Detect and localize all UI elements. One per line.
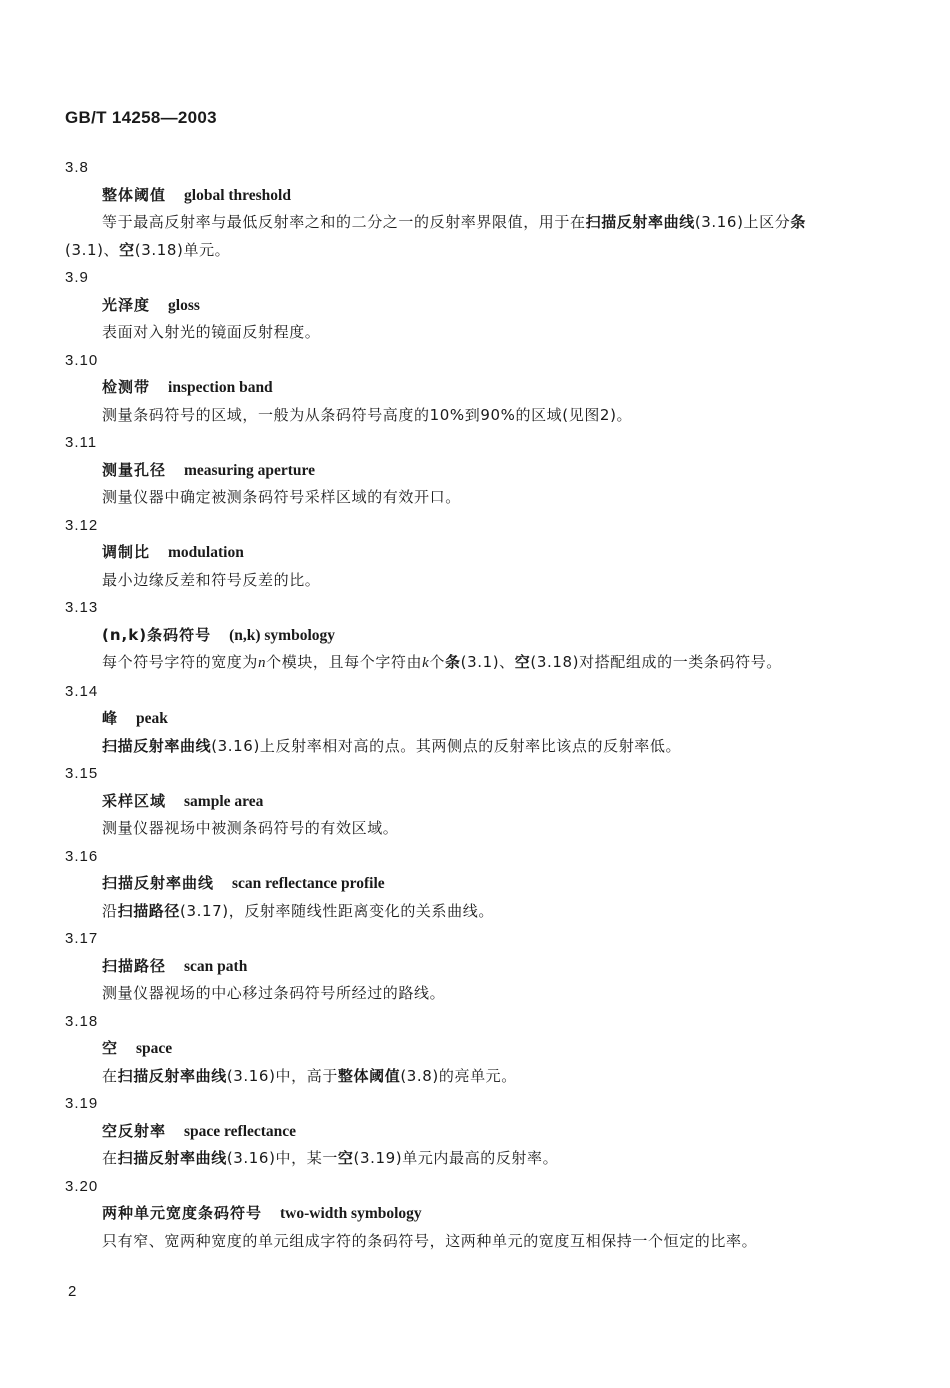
definition-text: 个模块，且每个字符由 — [266, 653, 423, 671]
definition-text: (3.16)中，高于 — [226, 1066, 338, 1085]
term-english: peak — [136, 710, 168, 727]
term-definition — [65, 815, 853, 843]
definition-text: 每个符号字符的宽度为 — [102, 653, 259, 671]
clause-number: 3.20 — [65, 1177, 99, 1195]
page-number: 2 — [68, 1283, 77, 1300]
term-entry — [0, 1008, 950, 1091]
term-heading — [102, 1035, 950, 1063]
term-heading — [102, 1118, 950, 1146]
term-definition — [65, 898, 853, 926]
term-definition — [65, 733, 853, 761]
term-heading — [102, 292, 950, 320]
definition-text: 只有窄、宽两种宽度的单元组成字符的条码符号，这两种单元的宽度互相保持一个恒定的比率。 — [102, 1231, 758, 1250]
definition-text: 测量仪器视场中被测条码符号的有效区域。 — [102, 819, 399, 837]
term-english: space reflectance — [184, 1122, 297, 1140]
term-definition — [65, 980, 853, 1008]
definition-text: 沿 — [102, 901, 118, 920]
term-english: scan path — [184, 957, 248, 975]
term-chinese: 扫描反射率曲线 — [102, 874, 215, 892]
term-english: gloss — [168, 296, 200, 314]
term-chinese: (n,k)条码符号 — [102, 625, 212, 644]
term-chinese: 测量孔径 — [102, 460, 167, 479]
term-chinese: 两种单元宽度条码符号 — [102, 1204, 263, 1222]
cross-reference-term: 扫描反射率曲线 — [102, 736, 212, 755]
term-definition — [65, 209, 853, 264]
term-entry — [0, 347, 950, 430]
clause-number: 3.10 — [65, 351, 99, 369]
definition-text: 在 — [102, 1066, 118, 1085]
cross-reference-term: 整体阈值 — [337, 1066, 401, 1085]
clause-number: 3.17 — [65, 930, 99, 947]
definition-text: 等于最高反射率与最低反射率之和的二分之一的反射率界限值，用于在 — [102, 213, 586, 231]
definition-text: 测量条码符号的区域，一般为从条码符号高度的10%到90%的区域(见图2)。 — [102, 405, 633, 424]
clause-number: 3.14 — [65, 682, 99, 700]
term-definition — [65, 402, 853, 430]
term-entry — [0, 1090, 950, 1173]
clause-number: 3.16 — [65, 847, 99, 865]
term-entry — [0, 760, 950, 843]
definition-text: 测量仪器视场的中心移过条码符号所经过的路线。 — [102, 984, 446, 1002]
definition-text: (3.16)上反射率相对高的点。其两侧点的反射率比该点的反射率低。 — [211, 736, 682, 755]
term-chinese: 调制比 — [102, 543, 151, 561]
cross-reference-term: 空 — [514, 653, 531, 671]
term-chinese: 检测带 — [102, 378, 151, 396]
term-english: inspection band — [168, 379, 273, 396]
cross-reference-term: 扫描反射率曲线 — [117, 1149, 227, 1167]
term-definition — [65, 567, 853, 595]
term-chinese: 空 — [102, 1039, 119, 1057]
clause-number: 3.19 — [65, 1095, 99, 1112]
definition-text: 个 — [429, 653, 446, 671]
term-chinese: 光泽度 — [102, 295, 151, 314]
math-variable: n — [258, 655, 267, 671]
term-entry — [0, 594, 950, 678]
definition-text: (3.16)上区分 — [694, 213, 791, 231]
clause-number: 3.13 — [65, 599, 99, 616]
standard-number: GB/T 14258—2003 — [65, 108, 217, 127]
term-chinese: 整体阈值 — [102, 185, 167, 204]
cross-reference-term: 扫描反射率曲线 — [585, 213, 695, 231]
clause-number: 3.9 — [65, 269, 89, 286]
term-heading — [102, 953, 950, 981]
term-entry — [0, 678, 950, 761]
definition-text: 在 — [102, 1149, 118, 1167]
definition-text: (3.18)对搭配组成的一类条码符号。 — [530, 653, 782, 671]
clause-number: 3.18 — [65, 1012, 99, 1030]
term-heading — [102, 374, 950, 402]
definition-text: (3.19)单元内最高的反射率。 — [353, 1149, 559, 1167]
cross-reference-term: 扫描路径 — [117, 901, 181, 920]
term-english: sample area — [184, 792, 264, 810]
term-heading — [102, 705, 950, 733]
term-definition — [65, 1228, 853, 1256]
term-chinese: 采样区域 — [102, 791, 167, 810]
cross-reference-term: 空 — [119, 240, 135, 259]
term-entry — [0, 264, 950, 347]
definition-text: (3.18)单元。 — [134, 240, 231, 259]
clause-number: 3.12 — [65, 516, 99, 534]
cross-reference-term: 空 — [337, 1149, 354, 1167]
term-heading — [102, 788, 950, 816]
term-entry — [0, 925, 950, 1008]
terms-list — [0, 154, 950, 1255]
term-definition — [65, 1063, 853, 1091]
term-heading — [102, 457, 950, 485]
term-english: scan reflectance profile — [232, 875, 385, 892]
term-chinese: 空反射率 — [102, 1121, 167, 1140]
term-entry — [0, 429, 950, 512]
term-english: modulation — [168, 544, 244, 561]
cross-reference-term: 扫描反射率曲线 — [117, 1066, 227, 1085]
term-heading — [102, 182, 950, 210]
term-english: global threshold — [184, 186, 291, 204]
term-entry — [0, 843, 950, 926]
term-definition — [65, 649, 853, 678]
term-heading — [102, 870, 950, 898]
term-heading — [102, 1200, 950, 1228]
clause-number: 3.8 — [65, 159, 89, 176]
term-heading — [102, 622, 950, 650]
term-entry — [0, 1173, 950, 1256]
term-entry — [0, 154, 950, 264]
definition-text: (3.16)中，某一 — [226, 1149, 338, 1167]
definition-text: 测量仪器中确定被测条码符号采样区域的有效开口。 — [102, 488, 461, 506]
term-definition — [65, 484, 853, 512]
cross-reference-term: 条 — [790, 213, 806, 231]
definition-text: (3.17)，反射率随线性距离变化的关系曲线。 — [180, 901, 494, 920]
definition-text: (3.8)的亮单元。 — [400, 1066, 517, 1085]
clause-number: 3.15 — [65, 765, 99, 782]
math-variable: k — [422, 655, 430, 671]
term-english: (n,k) symbology — [229, 626, 336, 644]
clause-number: 3.11 — [65, 434, 98, 451]
term-english: two-width symbology — [280, 1205, 422, 1222]
definition-text: 表面对入射光的镜面反射程度。 — [102, 323, 321, 341]
definition-text: (3.1)、 — [65, 240, 120, 259]
term-english: space — [136, 1040, 173, 1057]
term-definition — [65, 319, 853, 347]
definition-text: 最小边缘反差和符号反差的比。 — [102, 570, 321, 589]
cross-reference-term: 条 — [445, 653, 461, 671]
term-entry — [0, 512, 950, 595]
term-chinese: 扫描路径 — [102, 956, 167, 975]
term-chinese: 峰 — [102, 709, 119, 727]
term-definition — [65, 1145, 853, 1173]
definition-text: (3.1)、 — [460, 653, 515, 671]
term-english: measuring aperture — [184, 461, 316, 479]
term-heading — [102, 539, 950, 567]
